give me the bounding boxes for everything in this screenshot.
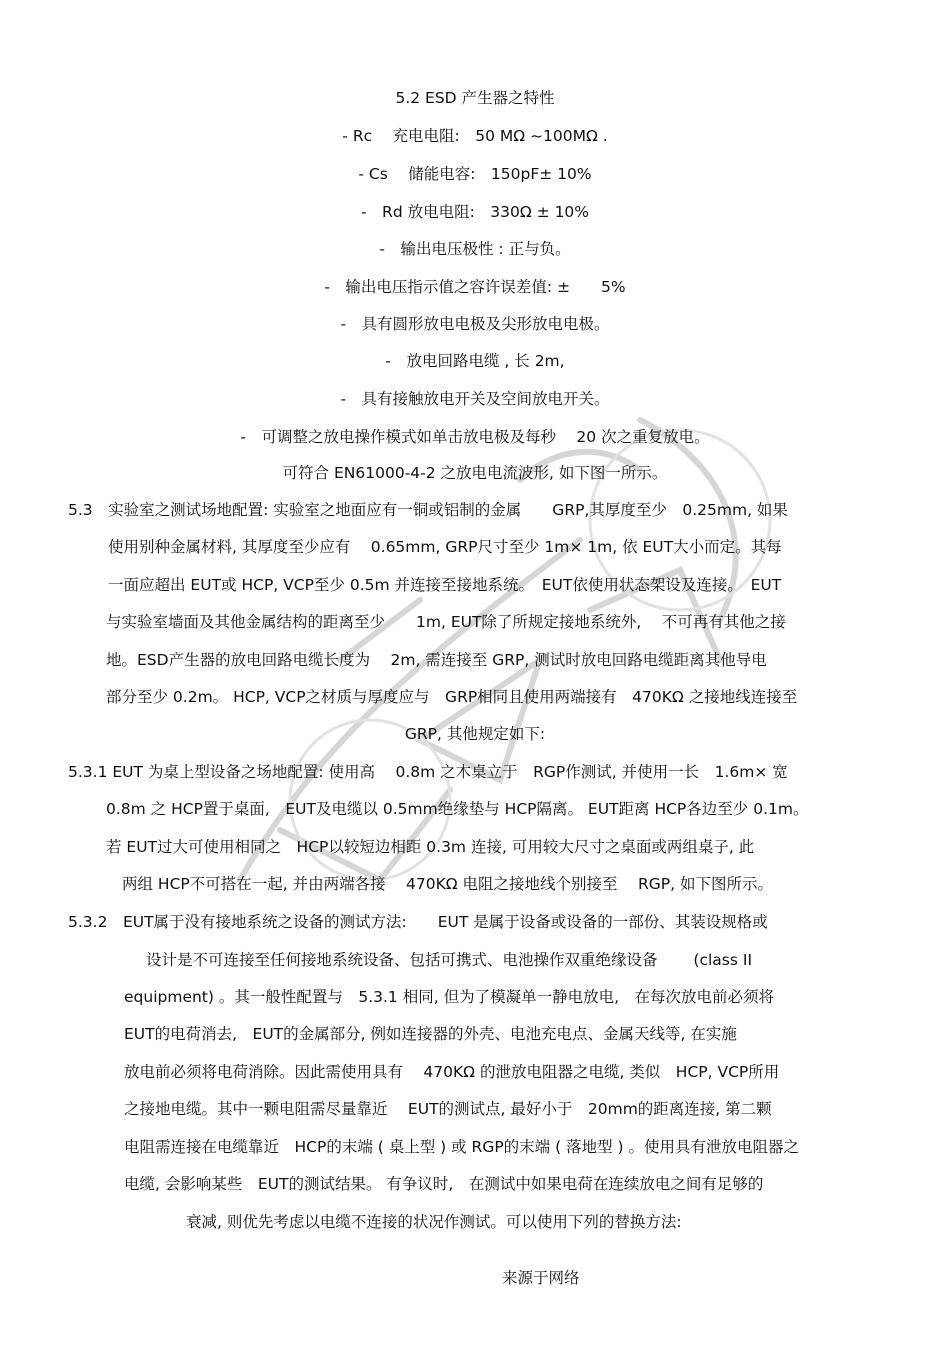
section-5-3-2-line: equipment) 。其一般性配置与 5.3.1 相同, 但为了模凝单一静电放电, 在每次放电前必须将 — [124, 988, 775, 1006]
section-5-3-line: 5.3 实验室之测试场地配置: 实验室之地面应有一铜或铝制的金属 GRP,其厚度至少 0.25mm, 如果 — [68, 501, 788, 519]
section-5-3-2-line: 之接地电缆。其中一颗电阻需尽量靠近 EUT的测试点, 最好小于 20mm的距离连接, 第二颗 — [124, 1100, 772, 1118]
section-5-2-note: 可符合 EN61000-4-2 之放电电流波形, 如下图一所示。 — [282, 464, 668, 482]
spec-item-switches: - 具有接触放电开关及空间放电开关。 — [340, 390, 610, 408]
spec-item-modes: - 可调整之放电操作模式如单击放电极及每秒 20 次之重复放电。 — [240, 428, 710, 446]
section-5-3-line: 与实验室墙面及其他金属结构的距离至少 1m, EUT除了所规定接地系统外, 不可再有其他之接 — [106, 613, 786, 631]
section-5-2-title: 5.2 ESD 产生器之特性 — [395, 89, 555, 107]
spec-item-rc: - Rc 充电电阻: 50 MΩ ~100MΩ . — [342, 127, 608, 145]
spec-item-cable: - 放电回路电缆 , 长 2m, — [385, 352, 565, 370]
section-5-3-line: 使用别种金属材料, 其厚度至少应有 0.65mm, GRP尺寸至少 1m× 1m, 依 EUT大小而定。其每 — [108, 538, 782, 556]
section-5-3-line: 部分至少 0.2m。 HCP, VCP之材质与厚度应与 GRP相同且使用两端接有 470KΩ 之接地线连接至 — [106, 688, 798, 706]
section-5-3-2-line: 放电前必须将电荷消除。因此需使用具有 470KΩ 的泄放电阻器之电缆, 类似 HCP, VCP所用 — [124, 1063, 780, 1081]
section-5-3-line: GRP, 其他规定如下: — [404, 725, 546, 743]
section-5-3-2-line: 5.3.2 EUT属于没有接地系统之设备的测试方法: EUT 是属于设备或设备的一部份、其装设规格或 — [68, 913, 768, 931]
section-5-3-2-line: 设计是不可连接至任何接地系统设备、包括可携式、电池操作双重绝缘设备 (class II — [146, 951, 753, 969]
section-5-3-line: 一面应超出 EUT或 HCP, VCP至少 0.5m 并连接至接地系统。 EUT依使用状态架设及连接。 EUT — [108, 576, 782, 594]
section-5-3-1-line: 若 EUT过大可使用相同之 HCP以较短边相距 0.3m 连接, 可用较大尺寸之桌面或两组桌子, 此 — [106, 838, 755, 856]
section-5-3-2-line: 衰减, 则优先考虑以电缆不连接的状况作测试。可以使用下列的替换方法: — [186, 1213, 682, 1231]
section-5-3-2-line: 电缆, 会影响某些 EUT的测试结果。 有争议时, 在测试中如果电荷在连续放电之间有足够的 — [124, 1175, 764, 1193]
section-5-3-2-line: 电阻需连接在电缆靠近 HCP的末端 ( 桌上型 ) 或 RGP的末端 ( 落地型 ) 。使用具有泄放电阻器之 — [124, 1138, 799, 1156]
spec-item-rd: - Rd 放电电阻: 330Ω ± 10% — [360, 203, 590, 221]
spec-item-tolerance: - 输出电压指示值之容许误差值: ± 5% — [324, 278, 626, 296]
spec-item-cs: - Cs 储能电容: 150pF± 10% — [358, 165, 592, 183]
page-footer: 来源于网络 — [502, 1269, 580, 1287]
section-5-3-line: 地。ESD产生器的放电回路电缆长度为 2m, 需连接至 GRP, 测试时放电回路电缆距离其他导电 — [106, 651, 767, 669]
section-5-3-1-line: 0.8m 之 HCP置于桌面, EUT及电缆以 0.5mm绝缘垫与 HCP隔离。 EUT距离 HCP各边至少 0.1m。 — [106, 800, 809, 818]
spec-item-electrodes: - 具有圆形放电电极及尖形放电电极。 — [340, 315, 610, 333]
section-5-3-1-line: 两组 HCP不可搭在一起, 并由两端各接 470KΩ 电阻之接地线个别接至 RGP, 如下图所示。 — [122, 875, 773, 893]
spec-item-polarity: - 输出电压极性 : 正与负。 — [379, 240, 571, 258]
section-5-3-2-line: EUT的电荷消去, EUT的金属部分, 例如连接器的外壳、电池充电点、金属天线等, 在实施 — [124, 1025, 737, 1043]
section-5-3-1-line: 5.3.1 EUT 为桌上型设备之场地配置: 使用高 0.8m 之木桌立于 RGP作测试, 并使用一长 1.6m× 宽 — [68, 763, 788, 781]
